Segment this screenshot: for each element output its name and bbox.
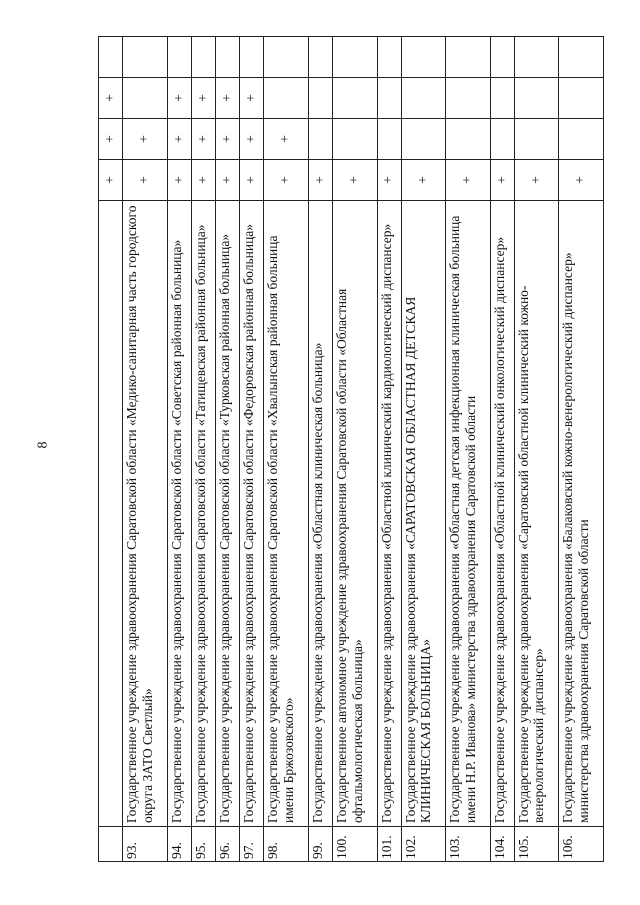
mark-cell [401, 37, 445, 78]
organization-name: Государственное учреждение здравоохранения Саратовской области «Турковская районная больница» [216, 201, 240, 827]
mark-cell: + [216, 78, 240, 119]
organizations-table [98, 36, 604, 862]
table-row [216, 37, 240, 862]
organization-name: Государственное учреждение здравоохранения «Областной клинический кардиологический диспансер» [377, 201, 401, 827]
mark-cell [308, 119, 332, 160]
mark-cell [446, 78, 490, 119]
table-row [333, 37, 377, 862]
organization-name: Государственное учреждение здравоохранения Саратовской области «Медико-санитарная часть городского округа ЗАТО Светлый» [123, 201, 167, 827]
mark-cell [216, 37, 240, 78]
mark-cell: + [167, 160, 191, 201]
organization-name: Государственное учреждение здравоохранения Саратовской области «Советская районная больница» [167, 201, 191, 827]
row-number: 97. [240, 827, 264, 862]
mark-cell [240, 37, 264, 78]
mark-cell: + [216, 119, 240, 160]
row-number: 93. [123, 827, 167, 862]
mark-cell: + [191, 119, 215, 160]
organization-name: Государственное учреждение здравоохранения «Саратовский областной клинический кожно-венерологический диспансер» [514, 201, 558, 827]
mark-cell: + [167, 119, 191, 160]
row-number: 103. [446, 827, 490, 862]
mark-cell [377, 78, 401, 119]
mark-cell: + [264, 119, 308, 160]
mark-cell [490, 119, 514, 160]
organization-name: Государственное учреждение здравоохранения «САРАТОВСКАЯ ОБЛАСТНАЯ ДЕТСКАЯ КЛИНИЧЕСКАЯ БОЛЬНИЦА» [401, 201, 445, 827]
mark-cell: + [264, 160, 308, 201]
mark-cell: + [490, 160, 514, 201]
mark-cell: + [123, 119, 167, 160]
mark-cell: + [446, 160, 490, 201]
mark-cell: + [123, 160, 167, 201]
row-number: 99. [308, 827, 332, 862]
organization-name: Государственное учреждение здравоохранения «Областной клинический онкологический диспансер» [490, 201, 514, 827]
mark-cell: + [216, 160, 240, 201]
mark-cell: + [191, 160, 215, 201]
organization-name: Государственное учреждение здравоохранения «Балаковский кожно-венерологический диспансер» министерства здравоохранения Саратовской области [559, 201, 604, 827]
mark-cell [401, 78, 445, 119]
mark-cell [333, 37, 377, 78]
mark-cell [490, 37, 514, 78]
table-row [377, 37, 401, 862]
row-number: 98. [264, 827, 308, 862]
mark-cell [264, 37, 308, 78]
mark-cell [401, 119, 445, 160]
mark-cell [446, 37, 490, 78]
mark-cell: + [559, 160, 604, 201]
row-number: 102. [401, 827, 445, 862]
mark-cell: + [308, 160, 332, 201]
mark-cell: + [167, 78, 191, 119]
page-number: 8 [35, 441, 51, 449]
rotated-table-wrapper [98, 47, 604, 862]
row-number: 96. [216, 827, 240, 862]
mark-cell [99, 37, 123, 78]
mark-cell [514, 37, 558, 78]
mark-cell: + [240, 78, 264, 119]
table-row [559, 37, 604, 862]
mark-cell: + [191, 78, 215, 119]
row-number: 106. [559, 827, 604, 862]
table-row [240, 37, 264, 862]
table-row [167, 37, 191, 862]
row-number: 105. [514, 827, 558, 862]
table-row [401, 37, 445, 862]
mark-cell [559, 78, 604, 119]
mark-cell [377, 119, 401, 160]
mark-cell [514, 119, 558, 160]
mark-cell: + [240, 119, 264, 160]
row-number: 101. [377, 827, 401, 862]
table-row [191, 37, 215, 862]
organization-name: Государственное автономное учреждение здравоохранения Саратовской области «Областная офтальмологическая больница» [333, 201, 377, 827]
mark-cell [333, 119, 377, 160]
row-number [99, 827, 123, 862]
organization-name: Государственное учреждение здравоохранения Саратовской области «Федоровская районная больница» [240, 201, 264, 827]
mark-cell [559, 37, 604, 78]
mark-cell [308, 37, 332, 78]
mark-cell [264, 78, 308, 119]
organization-name: Государственное учреждение здравоохранения «Областная клиническая больница» [308, 201, 332, 827]
row-number: 100. [333, 827, 377, 862]
organization-name: Государственное учреждение здравоохранения Саратовской области «Татищевская районная больница» [191, 201, 215, 827]
row-number: 94. [167, 827, 191, 862]
organization-name: Государственное учреждение здравоохранения «Областная детская инфекционная клиническая больница имени Н.Р. Иванова» министерства здравоохранения Саратовской области [446, 201, 490, 827]
table-row [99, 37, 123, 862]
table-row [514, 37, 558, 862]
mark-cell: + [333, 160, 377, 201]
mark-cell [446, 119, 490, 160]
mark-cell [559, 119, 604, 160]
mark-cell: + [514, 160, 558, 201]
mark-cell [191, 37, 215, 78]
table-row [264, 37, 308, 862]
mark-cell: + [99, 78, 123, 119]
organization-name: Государственное учреждение здравоохранения Саратовской области «Хвалынская районная больница имени Бржозовского» [264, 201, 308, 827]
table-row [446, 37, 490, 862]
mark-cell: + [401, 160, 445, 201]
row-number: 95. [191, 827, 215, 862]
mark-cell [123, 37, 167, 78]
mark-cell [514, 78, 558, 119]
mark-cell: + [377, 160, 401, 201]
mark-cell [308, 78, 332, 119]
table-row [308, 37, 332, 862]
mark-cell [333, 78, 377, 119]
mark-cell [490, 78, 514, 119]
mark-cell: + [99, 119, 123, 160]
mark-cell [377, 37, 401, 78]
mark-cell [167, 37, 191, 78]
mark-cell [123, 78, 167, 119]
table-row [123, 37, 167, 862]
row-number: 104. [490, 827, 514, 862]
mark-cell: + [240, 160, 264, 201]
mark-cell: + [99, 160, 123, 201]
organization-name [99, 201, 123, 827]
table-row [490, 37, 514, 862]
